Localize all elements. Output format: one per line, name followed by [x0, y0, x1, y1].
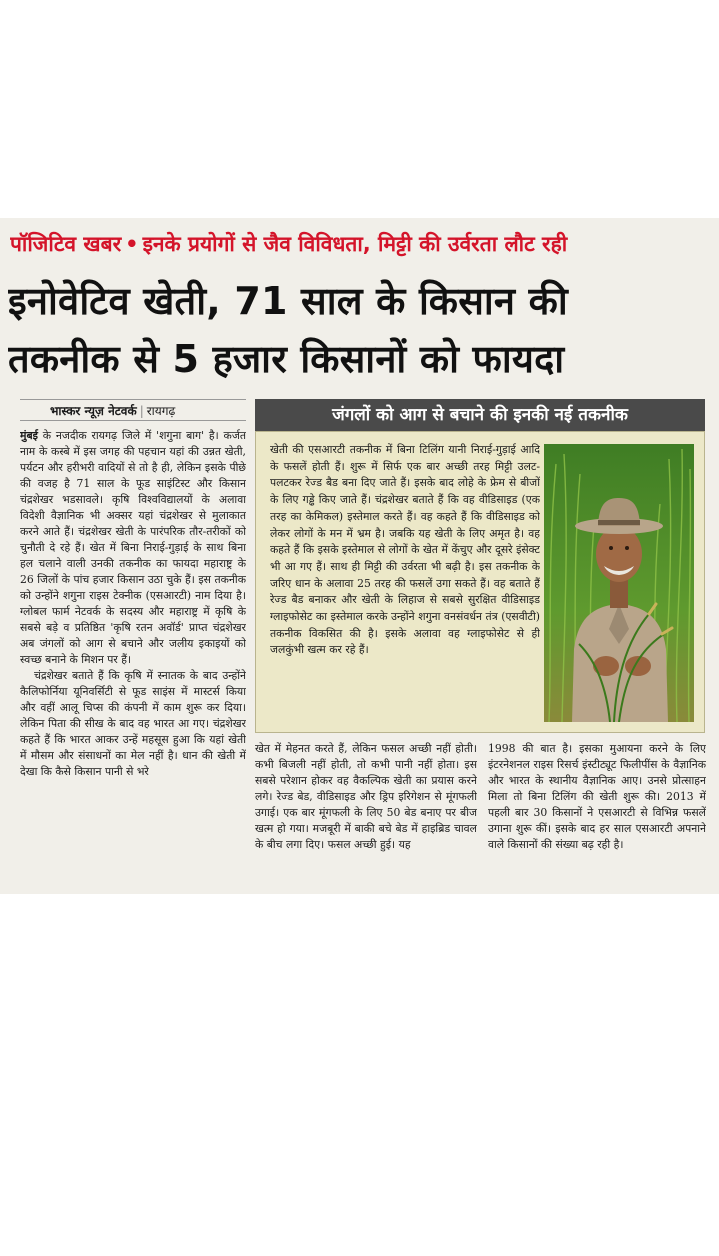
kicker-label: पॉजिटिव खबर — [10, 232, 122, 256]
byline — [20, 399, 246, 421]
newspaper-clipping — [0, 218, 719, 894]
sidebar-box — [255, 431, 705, 733]
article-column-3: 1998 की बात है। इसका मुआयना करने के लिए इंटरनेशनल राइस रिसर्च इंस्टीट्यूट फिलीपींस के वैज्ञानिक और भारत के स्थानीय वैज्ञानिक आए। उनसे प्रोत्साहन मिला तो बिना टिलिंग की खेती शुरू की। 2013 में पहली बार 30 किसानों ने एसआरटी से विभिन्न फसलें उगाना शुरू कीं। इसके बाद हर साल एसआरटी अपनाने वाले किसानों की संख्या बढ़ रही है। — [488, 742, 706, 851]
column-1-paragraph-1: के नजदीक रायगढ़ जिले में 'शगुना बाग' है। कर्जत नाम के कस्बे में इस जगह की पहचान यहां की उन्नत खेती, पर्यटन और हरीभरी वादियों से तो है ही, लेकिन इसके पीछे की वजह है 71 साल के फूड साइंटिस्ट और किसान चंद्रशेखर भडसावले। कृषि विश्वविद्यालयों के अलावा विदेशी वैज्ञानिक भी अक्सर यहां चंद्रशेखर से मुलाकात करने आते हैं। चंद्रशेखर खेती के पारंपरिक तौर-तरीकों को चुनौती दे रहे हैं। खेत में बिना निराई-गुड़ाई के साथ बिना हल चलाने वाली उनकी तकनीक का फायदा महाराष्ट्र के 26 जिलों के पांच हजार किसान उठा चुके हैं। इस तकनीक को उन्होंने शगुना राइस टेक्नीक (एसआरटी) नाम दिया है। ग्लोबल फार्म नेटवर्क के सदस्य और महाराष्ट्र में कृषि के सबसे बड़े व प्रतिष्ठित 'कृषि रतन अवॉर्ड' प्राप्त चंद्रशेखर अब जंगलों को आग से बचाने और जलीय इकाइयों को स्वच्छ बनाने के मिशन पर हैं। — [20, 429, 246, 666]
kicker-dot: • — [125, 232, 139, 256]
headline-line-2: तकनीक से 5 हजार किसानों को फायदा — [8, 337, 565, 381]
column-1-paragraph-2: चंद्रशेखर बताते हैं कि कृषि में स्नातक के बाद उन्होंने कैलिफोर्निया यूनिवर्सिटी से फूड साइंस में मास्टर्स किया और वहीं आलू चिप्स की कंपनी में काम शुरू कर दिया। लेकिन पिता की सीख के बाद वह भारत आ गए। चंद्रशेखर कहते हैं कि भारत आकर उन्हें महसूस हुआ कि यहां खेती में मौसम और संसाधनों का मेल नहीं है। धान की खेती में देखा कि कैसे किसान पानी से भरे — [20, 669, 246, 778]
sidebar-text: खेती की एसआरटी तकनीक में बिना टिलिंग यानी निराई-गुड़ाई आदि के फसलें होती हैं। शुरू में सिर्फ एक बार अच्छी तरह मिट्टी उलट-पलटकर रेज्ड बैड बना दिए जाते हैं। इसके बाद लोहे के फ्रेम से बीजों के लिए गड्ढे किए जाते हैं। चंद्रशेखर बताते हैं कि वह वीडिसाइड (एक तरह का केमिकल) इस्तेमाल करते हैं। वह कहते हैं कि वीडिसाइड को लेकर लोगों के मन में भ्रम है। जबकि यह खेती के लिए अमृत है। वह कहते हैं कि इसके इस्तेमाल से लोगों के खेत में केंचुए और दूसरे इंसेक्ट भी आ गए हैं। साथ ही मिट्टी की उर्वरता भी बढ़ी है। इस तकनीक के जरिए धान के अलावा 25 तरह की फसलें उगा सकते हैं। वह बताते हैं रेज्ड बैड बनाकर और खेती के लिहाज से सबसे सुरक्षित वीडिसाइड ग्लाइफोसेट का इस्तेमाल करके उन्होंने शगुना वनसंवर्धन तंत्र (एसवीटी) तकनीक विकसित की है। इसके अलावा वह ग्लाइफोसेट से ही जलकुंभी खत्म कर रहे हैं। — [270, 443, 540, 657]
byline-source: भास्कर न्यूज़ नेटवर्क — [50, 404, 137, 418]
kicker-line — [10, 230, 710, 258]
farmer-photo — [544, 444, 694, 722]
sidebar-heading: जंगलों को आग से बचाने की इनकी नई तकनीक — [255, 399, 705, 431]
byline-separator: | — [139, 404, 144, 418]
headline-line-1: इनोवेटिव खेती, 71 साल के किसान की — [8, 279, 568, 323]
lead-word: मुंबई — [20, 429, 38, 442]
article-column-2: खेत में मेहनत करते हैं, लेकिन फसल अच्छी नहीं होती। कभी बिजली नहीं होती, तो कभी पानी नहीं होता। इस सबसे परेशान होकर वह वैकल्पिक खेती का प्रयास करने लगे। रेज्ड बेड, वीडिसाइड और ड्रिप इरिगेशन से मूंगफली उगाई। एक बार मूंगफली के लिए 50 बेड बनाए पर बीज खत्म हो गया। मजबूरी में बाकी बचे बेड में हाइब्रिड चावल के बीच लगा दिए। फसल अच्छी हुई। यह — [255, 742, 477, 851]
byline-location: रायगढ़ — [146, 404, 176, 418]
article-column-1 — [20, 428, 246, 884]
kicker-subtitle: इनके प्रयोगों से जैव विविधता, मिट्टी की उर्वरता लौट रही — [142, 232, 568, 256]
